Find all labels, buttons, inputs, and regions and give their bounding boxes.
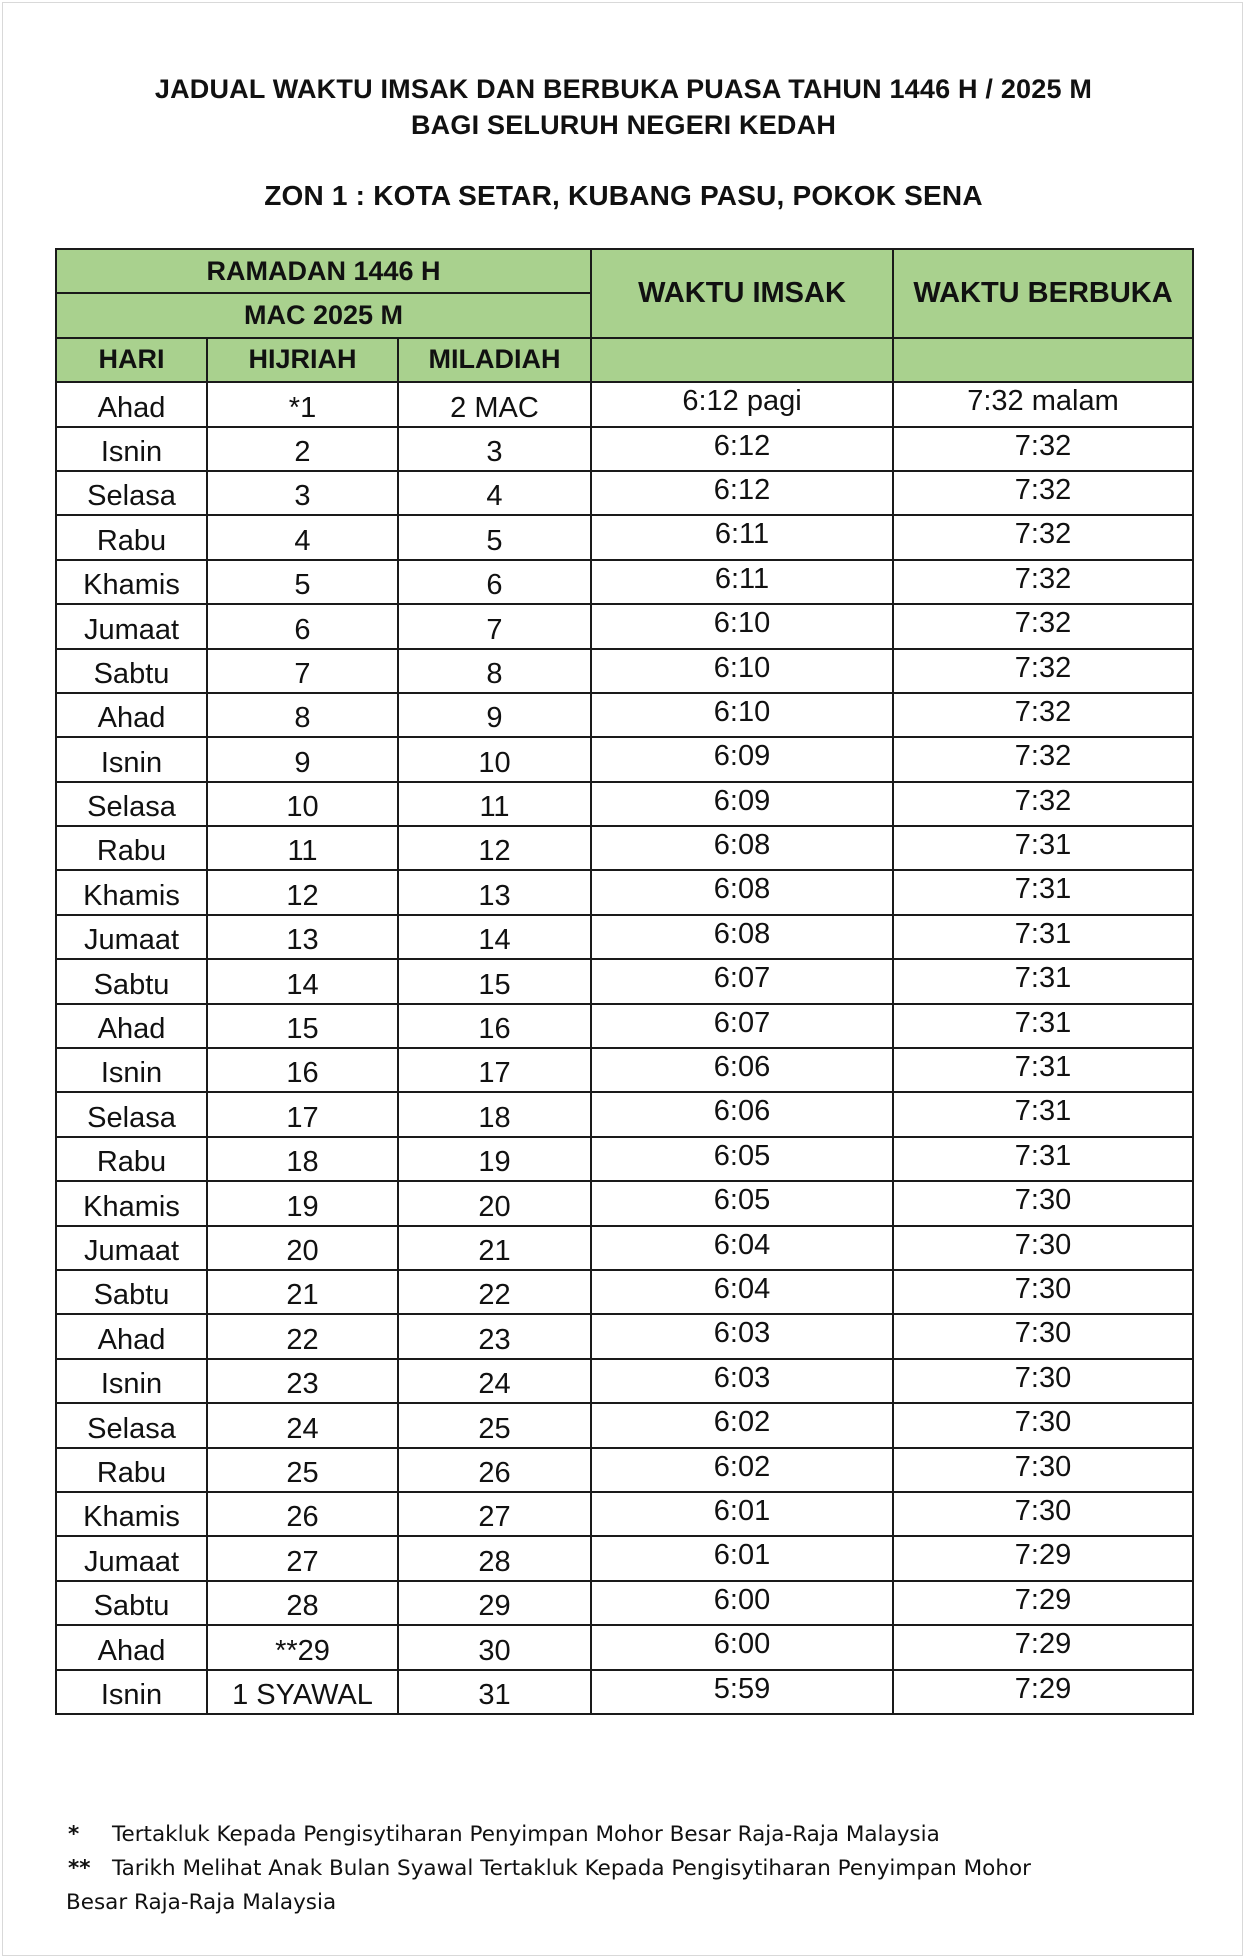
footnote-1 bbox=[68, 1818, 1168, 1852]
cell-hijriah: 16 bbox=[207, 1048, 398, 1092]
cell-hijriah: 10 bbox=[207, 782, 398, 826]
cell-hari: Jumaat bbox=[56, 915, 207, 959]
table-row bbox=[56, 1270, 1193, 1314]
cell-waktu-imsak: 6:06 bbox=[591, 1092, 893, 1136]
cell-hari: Khamis bbox=[56, 560, 207, 604]
cell-waktu-berbuka: 7:30 bbox=[893, 1403, 1193, 1447]
header-blank-berbuka bbox=[893, 338, 1193, 382]
cell-hari: Jumaat bbox=[56, 1536, 207, 1580]
cell-waktu-berbuka: 7:32 bbox=[893, 471, 1193, 515]
cell-waktu-imsak: 6:10 bbox=[591, 649, 893, 693]
cell-hari: Rabu bbox=[56, 826, 207, 870]
cell-waktu-imsak: 6:05 bbox=[591, 1137, 893, 1181]
cell-hari: Khamis bbox=[56, 1492, 207, 1536]
cell-hari: Selasa bbox=[56, 1403, 207, 1447]
cell-miladiah: 16 bbox=[398, 1004, 591, 1048]
cell-waktu-imsak: 6:05 bbox=[591, 1181, 893, 1225]
cell-miladiah: 2 MAC bbox=[398, 382, 591, 426]
cell-miladiah: 19 bbox=[398, 1137, 591, 1181]
table-row bbox=[56, 1581, 1193, 1625]
cell-waktu-berbuka: 7:31 bbox=[893, 1092, 1193, 1136]
cell-waktu-berbuka: 7:32 bbox=[893, 782, 1193, 826]
cell-waktu-berbuka: 7:32 bbox=[893, 427, 1193, 471]
cell-waktu-berbuka: 7:32 bbox=[893, 515, 1193, 559]
cell-waktu-berbuka: 7:29 bbox=[893, 1625, 1193, 1669]
cell-hijriah: 17 bbox=[207, 1092, 398, 1136]
header-waktu-imsak: WAKTU IMSAK bbox=[591, 249, 893, 338]
cell-hari: Sabtu bbox=[56, 649, 207, 693]
cell-waktu-imsak: 6:07 bbox=[591, 959, 893, 1003]
table-row bbox=[56, 1670, 1193, 1714]
cell-hijriah: 25 bbox=[207, 1448, 398, 1492]
table-row bbox=[56, 1137, 1193, 1181]
cell-waktu-imsak: 6:02 bbox=[591, 1448, 893, 1492]
cell-miladiah: 22 bbox=[398, 1270, 591, 1314]
cell-hijriah: *1 bbox=[207, 382, 398, 426]
cell-waktu-berbuka: 7:32 bbox=[893, 560, 1193, 604]
schedule-rows bbox=[56, 382, 1193, 1714]
footnotes bbox=[68, 1818, 1168, 1920]
cell-hijriah: 5 bbox=[207, 560, 398, 604]
cell-waktu-imsak: 6:10 bbox=[591, 604, 893, 648]
cell-waktu-imsak: 6:00 bbox=[591, 1581, 893, 1625]
table-row bbox=[56, 1403, 1193, 1447]
cell-hari: Rabu bbox=[56, 1137, 207, 1181]
cell-miladiah: 31 bbox=[398, 1670, 591, 1714]
cell-hijriah: 14 bbox=[207, 959, 398, 1003]
cell-miladiah: 13 bbox=[398, 870, 591, 914]
cell-hijriah: 24 bbox=[207, 1403, 398, 1447]
cell-miladiah: 10 bbox=[398, 737, 591, 781]
table-row bbox=[56, 826, 1193, 870]
table-row bbox=[56, 1181, 1193, 1225]
cell-miladiah: 23 bbox=[398, 1314, 591, 1358]
cell-hijriah: 9 bbox=[207, 737, 398, 781]
cell-miladiah: 20 bbox=[398, 1181, 591, 1225]
footnote-2-text: Tarikh Melihat Anak Bulan Syawal Tertakluk Kepada Pengisytiharan Penyimpan Mohor bbox=[112, 1856, 1031, 1881]
table-row bbox=[56, 870, 1193, 914]
cell-waktu-imsak: 6:02 bbox=[591, 1403, 893, 1447]
cell-hijriah: 8 bbox=[207, 693, 398, 737]
group-header-hijri: RAMADAN 1446 H bbox=[56, 249, 591, 293]
cell-miladiah: 18 bbox=[398, 1092, 591, 1136]
cell-waktu-imsak: 6:06 bbox=[591, 1048, 893, 1092]
cell-miladiah: 4 bbox=[398, 471, 591, 515]
cell-waktu-berbuka: 7:31 bbox=[893, 870, 1193, 914]
cell-waktu-berbuka: 7:32 bbox=[893, 693, 1193, 737]
cell-miladiah: 26 bbox=[398, 1448, 591, 1492]
cell-waktu-imsak: 6:04 bbox=[591, 1226, 893, 1270]
header-waktu-berbuka: WAKTU BERBUKA bbox=[893, 249, 1193, 338]
cell-waktu-berbuka: 7:29 bbox=[893, 1536, 1193, 1580]
cell-hijriah: 13 bbox=[207, 915, 398, 959]
cell-hijriah: 3 bbox=[207, 471, 398, 515]
table-row bbox=[56, 782, 1193, 826]
header-hijriah: HIJRIAH bbox=[207, 338, 398, 382]
table-row bbox=[56, 1314, 1193, 1358]
cell-waktu-imsak: 6:12 bbox=[591, 471, 893, 515]
cell-hari: Isnin bbox=[56, 1359, 207, 1403]
cell-waktu-berbuka: 7:30 bbox=[893, 1492, 1193, 1536]
table-row bbox=[56, 604, 1193, 648]
table-row bbox=[56, 515, 1193, 559]
table-row bbox=[56, 1004, 1193, 1048]
table-row bbox=[56, 1448, 1193, 1492]
cell-hari: Sabtu bbox=[56, 1270, 207, 1314]
document-subtitle: BAGI SELURUH NEGERI KEDAH bbox=[410, 110, 837, 140]
cell-hijriah: 21 bbox=[207, 1270, 398, 1314]
cell-hari: Khamis bbox=[56, 1181, 207, 1225]
cell-hijriah: 2 bbox=[207, 427, 398, 471]
schedule-table bbox=[55, 248, 1194, 1715]
cell-miladiah: 9 bbox=[398, 693, 591, 737]
cell-hijriah: 18 bbox=[207, 1137, 398, 1181]
cell-waktu-berbuka: 7:31 bbox=[893, 915, 1193, 959]
cell-waktu-imsak: 5:59 bbox=[591, 1670, 893, 1714]
table-row bbox=[56, 959, 1193, 1003]
cell-hari: Isnin bbox=[56, 737, 207, 781]
cell-waktu-imsak: 6:09 bbox=[591, 737, 893, 781]
table-row bbox=[56, 1359, 1193, 1403]
cell-waktu-berbuka: 7:31 bbox=[893, 959, 1193, 1003]
cell-miladiah: 25 bbox=[398, 1403, 591, 1447]
cell-hari: Isnin bbox=[56, 427, 207, 471]
table-row bbox=[56, 382, 1193, 426]
cell-hijriah: 1 SYAWAL bbox=[207, 1670, 398, 1714]
cell-miladiah: 5 bbox=[398, 515, 591, 559]
cell-waktu-imsak: 6:01 bbox=[591, 1492, 893, 1536]
cell-hari: Jumaat bbox=[56, 604, 207, 648]
cell-miladiah: 27 bbox=[398, 1492, 591, 1536]
header-blank-imsak bbox=[591, 338, 893, 382]
cell-hijriah: 23 bbox=[207, 1359, 398, 1403]
cell-miladiah: 3 bbox=[398, 427, 591, 471]
footnote-1-mark: * bbox=[68, 1822, 80, 1847]
cell-waktu-imsak: 6:08 bbox=[591, 915, 893, 959]
cell-waktu-berbuka: 7:31 bbox=[893, 1048, 1193, 1092]
table-row bbox=[56, 1092, 1193, 1136]
cell-miladiah: 17 bbox=[398, 1048, 591, 1092]
zone-heading: ZON 1 : KOTA SETAR, KUBANG PASU, POKOK SENA bbox=[264, 180, 983, 211]
cell-waktu-berbuka: 7:30 bbox=[893, 1314, 1193, 1358]
cell-hijriah: 26 bbox=[207, 1492, 398, 1536]
cell-waktu-berbuka: 7:31 bbox=[893, 826, 1193, 870]
footnote-2 bbox=[68, 1852, 1168, 1886]
cell-waktu-imsak: 6:12 bbox=[591, 427, 893, 471]
cell-hijriah: 4 bbox=[207, 515, 398, 559]
cell-waktu-berbuka: 7:32 malam bbox=[893, 382, 1193, 426]
cell-waktu-berbuka: 7:30 bbox=[893, 1448, 1193, 1492]
table-row bbox=[56, 693, 1193, 737]
table-row bbox=[56, 1048, 1193, 1092]
cell-hari: Selasa bbox=[56, 471, 207, 515]
cell-miladiah: 8 bbox=[398, 649, 591, 693]
cell-hijriah: 22 bbox=[207, 1314, 398, 1358]
cell-waktu-berbuka: 7:32 bbox=[893, 649, 1193, 693]
cell-hari: Isnin bbox=[56, 1048, 207, 1092]
cell-miladiah: 7 bbox=[398, 604, 591, 648]
cell-hijriah: 19 bbox=[207, 1181, 398, 1225]
cell-waktu-imsak: 6:03 bbox=[591, 1359, 893, 1403]
cell-hijriah: 11 bbox=[207, 826, 398, 870]
cell-waktu-berbuka: 7:31 bbox=[893, 1004, 1193, 1048]
table-row bbox=[56, 427, 1193, 471]
cell-miladiah: 28 bbox=[398, 1536, 591, 1580]
cell-hijriah: 12 bbox=[207, 870, 398, 914]
header-miladiah: MILADIAH bbox=[398, 338, 591, 382]
cell-miladiah: 29 bbox=[398, 1581, 591, 1625]
cell-waktu-imsak: 6:00 bbox=[591, 1625, 893, 1669]
header-hari: HARI bbox=[56, 338, 207, 382]
table-row bbox=[56, 1625, 1193, 1669]
cell-miladiah: 12 bbox=[398, 826, 591, 870]
cell-waktu-imsak: 6:09 bbox=[591, 782, 893, 826]
table-row bbox=[56, 915, 1193, 959]
table-row bbox=[56, 1226, 1193, 1270]
cell-miladiah: 21 bbox=[398, 1226, 591, 1270]
cell-hari: Rabu bbox=[56, 1448, 207, 1492]
cell-waktu-berbuka: 7:30 bbox=[893, 1270, 1193, 1314]
cell-waktu-imsak: 6:08 bbox=[591, 870, 893, 914]
cell-hari: Ahad bbox=[56, 693, 207, 737]
cell-hijriah: 15 bbox=[207, 1004, 398, 1048]
cell-hari: Ahad bbox=[56, 1625, 207, 1669]
cell-hijriah: 28 bbox=[207, 1581, 398, 1625]
cell-waktu-imsak: 6:10 bbox=[591, 693, 893, 737]
cell-hari: Sabtu bbox=[56, 1581, 207, 1625]
table-row bbox=[56, 649, 1193, 693]
table-row bbox=[56, 471, 1193, 515]
table-row bbox=[56, 1492, 1193, 1536]
cell-hari: Isnin bbox=[56, 1670, 207, 1714]
cell-hari: Jumaat bbox=[56, 1226, 207, 1270]
cell-hari: Sabtu bbox=[56, 959, 207, 1003]
document-title: JADUAL WAKTU IMSAK DAN BERBUKA PUASA TAHUN 1446 H / 2025 M bbox=[154, 74, 1093, 104]
cell-waktu-imsak: 6:11 bbox=[591, 515, 893, 559]
cell-miladiah: 24 bbox=[398, 1359, 591, 1403]
cell-waktu-imsak: 6:11 bbox=[591, 560, 893, 604]
table-row bbox=[56, 1536, 1193, 1580]
cell-hari: Selasa bbox=[56, 1092, 207, 1136]
cell-waktu-imsak: 6:07 bbox=[591, 1004, 893, 1048]
cell-waktu-berbuka: 7:30 bbox=[893, 1181, 1193, 1225]
cell-hari: Khamis bbox=[56, 870, 207, 914]
group-header-gregorian: MAC 2025 M bbox=[56, 293, 591, 337]
cell-hijriah: 6 bbox=[207, 604, 398, 648]
footnote-2-mark: ** bbox=[68, 1856, 91, 1881]
cell-waktu-imsak: 6:01 bbox=[591, 1536, 893, 1580]
table-row bbox=[56, 737, 1193, 781]
footnote-2-continued: Besar Raja-Raja Malaysia bbox=[66, 1890, 337, 1915]
cell-hari: Ahad bbox=[56, 382, 207, 426]
cell-hijriah: 7 bbox=[207, 649, 398, 693]
cell-waktu-berbuka: 7:30 bbox=[893, 1359, 1193, 1403]
cell-hijriah: 27 bbox=[207, 1536, 398, 1580]
cell-waktu-berbuka: 7:29 bbox=[893, 1670, 1193, 1714]
cell-waktu-berbuka: 7:32 bbox=[893, 737, 1193, 781]
cell-miladiah: 15 bbox=[398, 959, 591, 1003]
footnote-1-text: Tertakluk Kepada Pengisytiharan Penyimpan Mohor Besar Raja-Raja Malaysia bbox=[112, 1822, 940, 1847]
cell-miladiah: 6 bbox=[398, 560, 591, 604]
table-row bbox=[56, 560, 1193, 604]
cell-miladiah: 30 bbox=[398, 1625, 591, 1669]
cell-hijriah: 20 bbox=[207, 1226, 398, 1270]
cell-hijriah: **29 bbox=[207, 1625, 398, 1669]
cell-waktu-berbuka: 7:31 bbox=[893, 1137, 1193, 1181]
cell-waktu-imsak: 6:03 bbox=[591, 1314, 893, 1358]
cell-waktu-imsak: 6:04 bbox=[591, 1270, 893, 1314]
cell-hari: Ahad bbox=[56, 1314, 207, 1358]
cell-hari: Ahad bbox=[56, 1004, 207, 1048]
cell-waktu-berbuka: 7:32 bbox=[893, 604, 1193, 648]
cell-waktu-imsak: 6:12 pagi bbox=[591, 382, 893, 426]
cell-miladiah: 11 bbox=[398, 782, 591, 826]
cell-hari: Rabu bbox=[56, 515, 207, 559]
cell-hari: Selasa bbox=[56, 782, 207, 826]
cell-miladiah: 14 bbox=[398, 915, 591, 959]
cell-waktu-imsak: 6:08 bbox=[591, 826, 893, 870]
cell-waktu-berbuka: 7:30 bbox=[893, 1226, 1193, 1270]
cell-waktu-berbuka: 7:29 bbox=[893, 1581, 1193, 1625]
